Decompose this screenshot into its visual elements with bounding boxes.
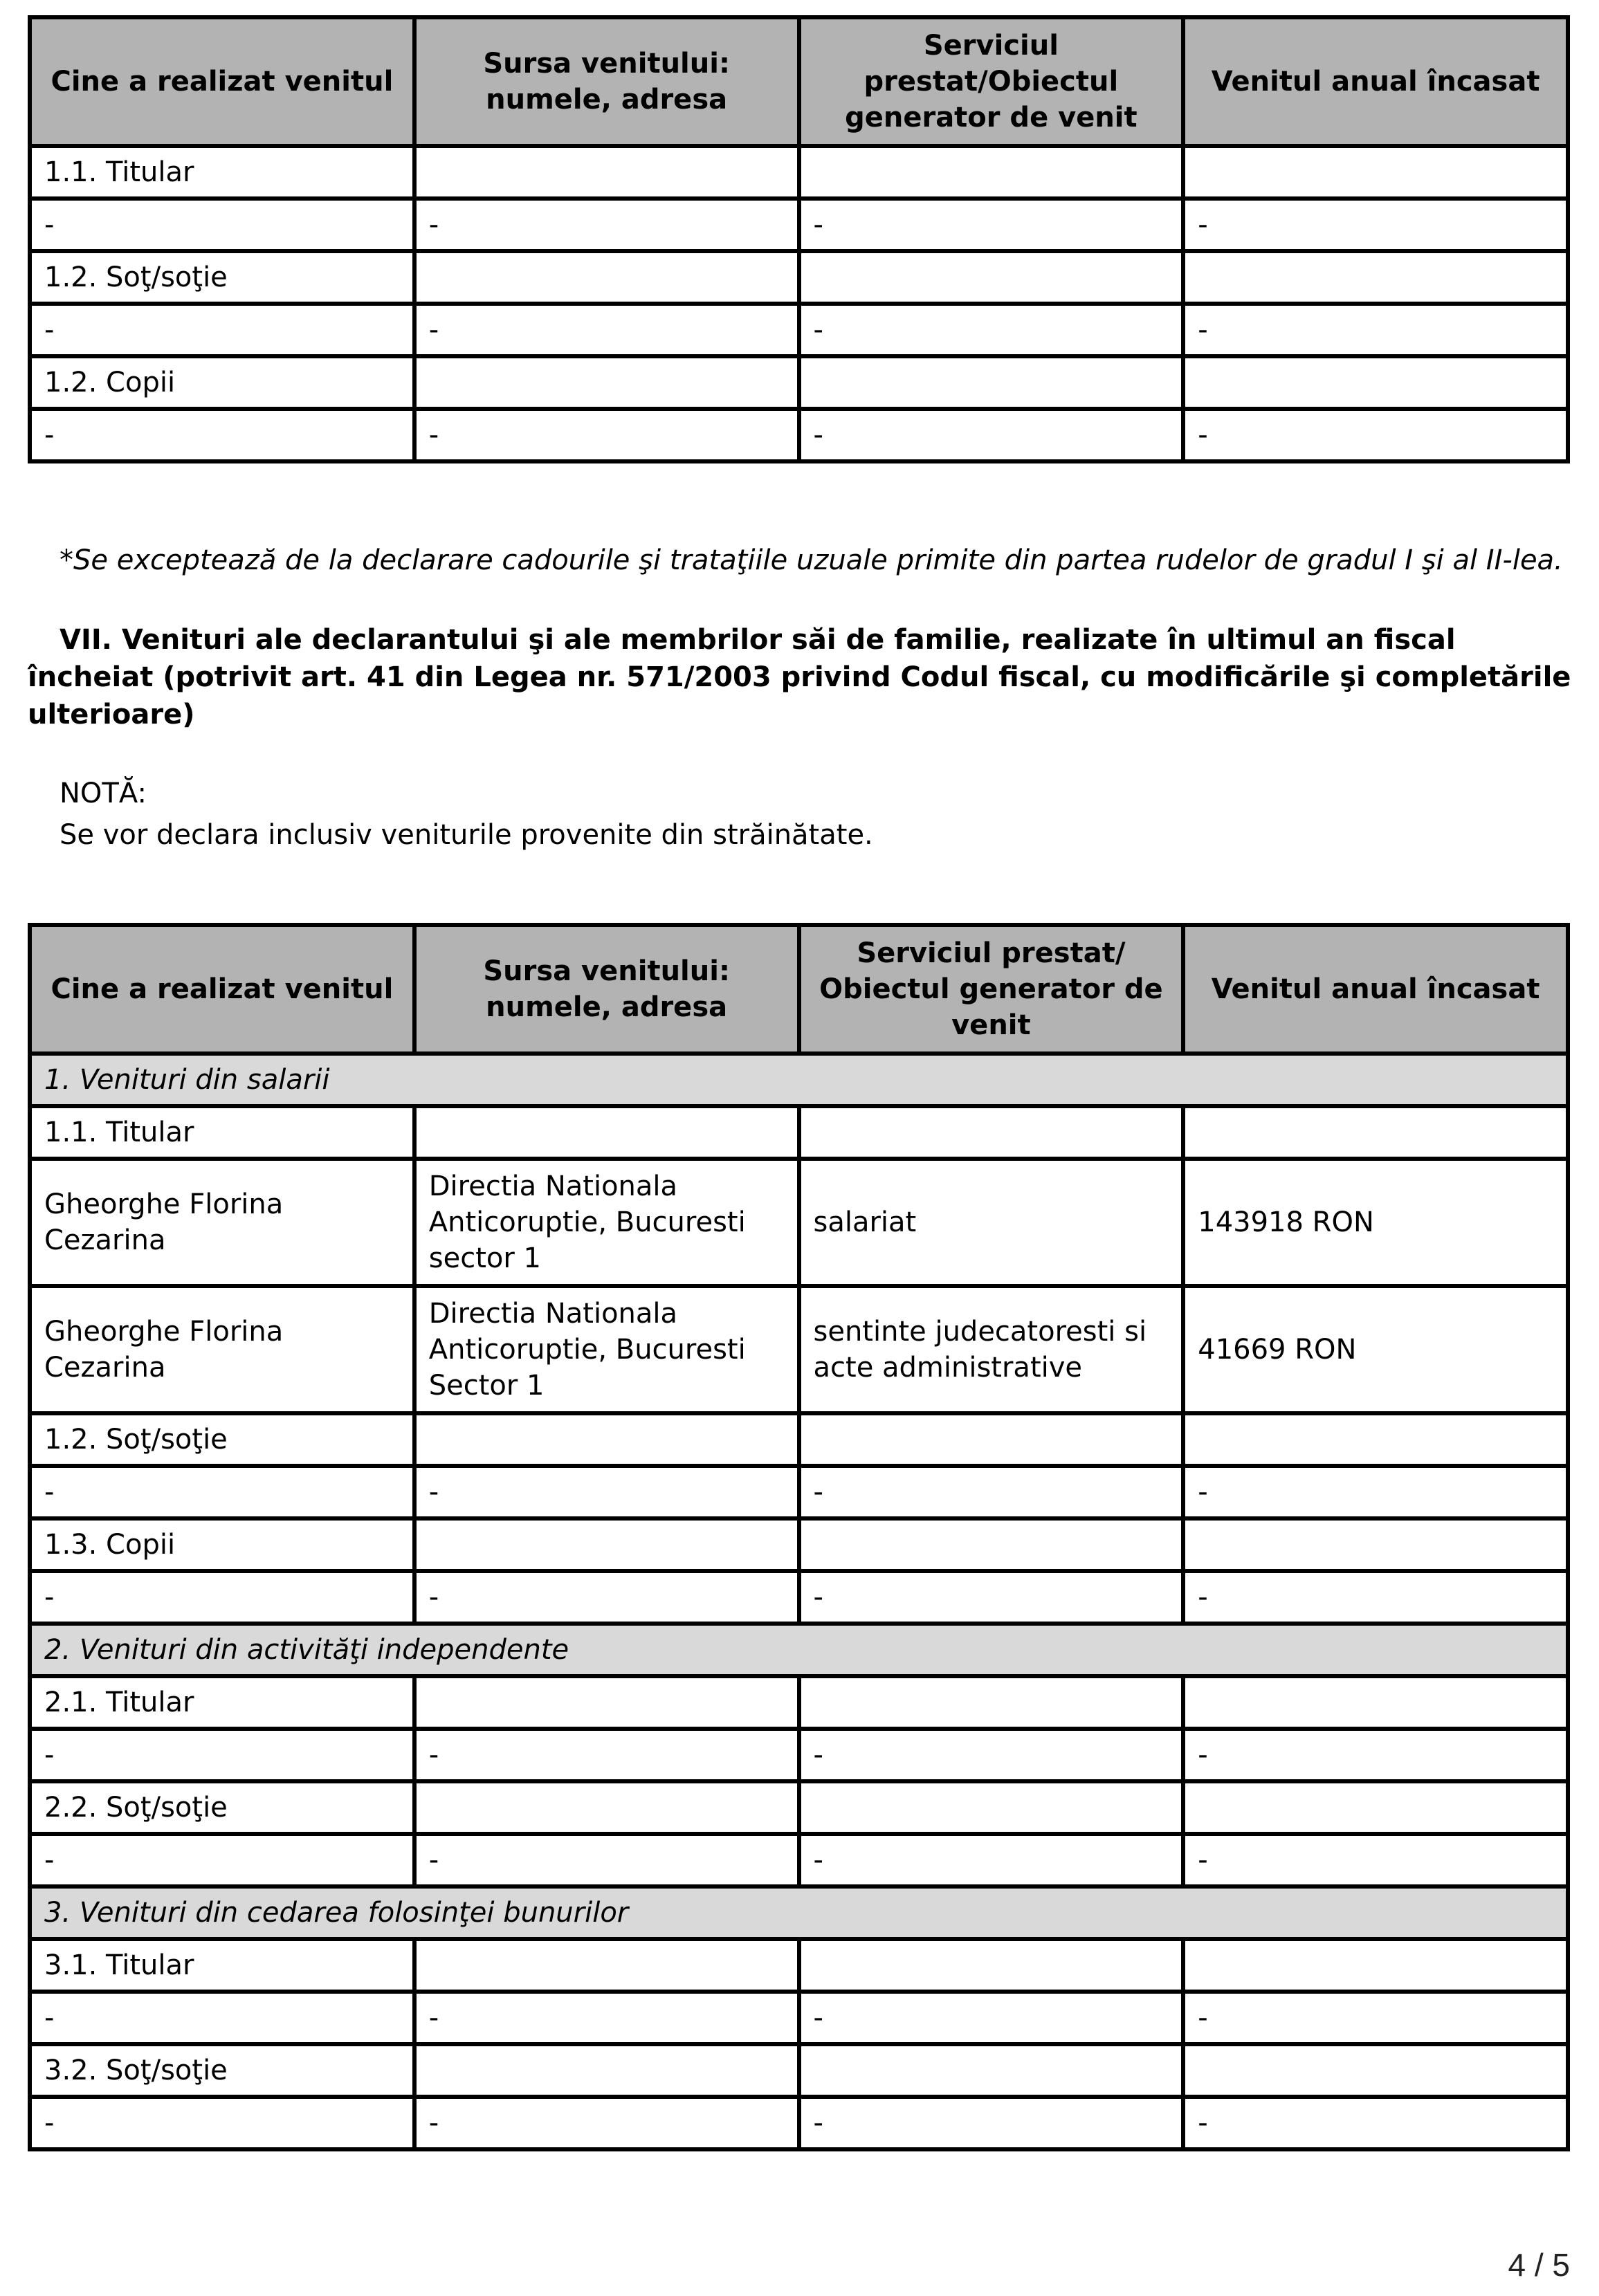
table-cell [1183, 251, 1568, 304]
table-cell: 1.3. Copii [30, 1518, 414, 1571]
table-row [30, 2097, 1568, 2149]
table-cell [1183, 1106, 1568, 1159]
table-row [30, 199, 1568, 251]
table-cell: 1.1. Titular [30, 1106, 414, 1159]
table-cell [799, 2044, 1184, 2097]
table-cell [414, 1939, 799, 1992]
table-cell [1183, 1939, 1568, 1992]
table-cell: 1.2. Soţ/soţie [30, 1413, 414, 1466]
table-cell: 2.2. Soţ/soţie [30, 1781, 414, 1834]
table-row [30, 1676, 1568, 1729]
table-cell [414, 1106, 799, 1159]
table-cell [414, 356, 799, 409]
table-cell [799, 1413, 1184, 1466]
note-label: NOTĂ: [60, 778, 147, 809]
gifts-income-table [28, 15, 1570, 463]
table-cell: - [799, 1466, 1184, 1518]
table-cell [1183, 356, 1568, 409]
table-cell: 143918 RON [1183, 1159, 1568, 1286]
table-cell: - [30, 1992, 414, 2044]
table-cell: - [414, 1992, 799, 2044]
table-row [30, 2044, 1568, 2097]
table-cell: Gheorghe Florina Cezarina [30, 1286, 414, 1413]
note-text: Se vor declara inclusiv veniturile provenite din străinătate. [60, 819, 873, 851]
table-cell: - [799, 2097, 1184, 2149]
table-cell [414, 2044, 799, 2097]
table-cell: 3.2. Soţ/soţie [30, 2044, 414, 2097]
table-row [30, 356, 1568, 409]
table-cell: - [414, 304, 799, 356]
table-cell [414, 1413, 799, 1466]
table-cell [414, 251, 799, 304]
table-cell: - [1183, 1992, 1568, 2044]
table-cell: - [414, 1571, 799, 1624]
table-row [30, 1834, 1568, 1886]
table-row [30, 1466, 1568, 1518]
table-cell: - [1183, 1729, 1568, 1781]
table-cell: - [30, 1466, 414, 1518]
table-cell [1183, 146, 1568, 199]
page-number: 4 / 5 [1508, 2247, 1570, 2283]
table-cell: - [799, 304, 1184, 356]
table-row [30, 146, 1568, 199]
table-row [30, 1571, 1568, 1624]
table-row [30, 1106, 1568, 1159]
table-row [30, 251, 1568, 304]
header-who: Cine a realizat venitul [30, 17, 414, 146]
table-row [30, 1159, 1568, 1286]
table-row [30, 1781, 1568, 1834]
table-cell: - [30, 304, 414, 356]
table-cell [799, 1518, 1184, 1571]
table-cell [1183, 2044, 1568, 2097]
section-title: 3. Venituri din cedarea folosinţei bunurilor [30, 1886, 1568, 1939]
table-row [30, 1518, 1568, 1571]
table-cell: 1.2. Copii [30, 356, 414, 409]
header-service: Serviciul prestat/Obiectul generator de venit [799, 17, 1184, 146]
table-row [30, 1992, 1568, 2044]
table-cell: Directia Nationala Anticoruptie, Bucuresti Sector 1 [414, 1286, 799, 1413]
gifts-footnote: *Se exceptează de la declarare cadourile şi trataţiile uzuale primite din partea rudelor de gradul I şi al II-lea. [60, 544, 1563, 576]
table-cell: - [1183, 199, 1568, 251]
section-heading: VII. Venituri ale declarantului şi ale membrilor săi de familie, realizate în ultimul an fiscal încheiat (potrivit art. 41 din Legea nr. 571/2003 privind Codul fiscal, cu modificările şi completările ulterioare) [28, 624, 1571, 731]
table-cell: Directia Nationala Anticoruptie, Bucuresti sector 1 [414, 1159, 799, 1286]
table-cell: - [414, 1466, 799, 1518]
table-cell: - [799, 199, 1184, 251]
section-row-salaries [30, 1054, 1568, 1106]
table-cell [414, 1676, 799, 1729]
table-cell [414, 146, 799, 199]
table-cell: - [30, 1571, 414, 1624]
table-cell: - [414, 1729, 799, 1781]
table-cell [1183, 1518, 1568, 1571]
table-row [30, 304, 1568, 356]
table-cell [799, 146, 1184, 199]
table-cell: Gheorghe Florina Cezarina [30, 1159, 414, 1286]
table-cell [799, 1939, 1184, 1992]
table-cell: - [1183, 1834, 1568, 1886]
table-cell: - [30, 1729, 414, 1781]
table-cell: - [30, 199, 414, 251]
table-cell: - [30, 409, 414, 461]
table-cell: - [414, 199, 799, 251]
table-cell: 2.1. Titular [30, 1676, 414, 1729]
section-title: 1. Venituri din salarii [30, 1054, 1568, 1106]
section-row-independent [30, 1624, 1568, 1676]
table-cell: - [414, 409, 799, 461]
table-cell: - [414, 1834, 799, 1886]
table-cell: 3.1. Titular [30, 1939, 414, 1992]
table-cell [799, 1676, 1184, 1729]
table-cell: - [1183, 304, 1568, 356]
table-cell [799, 356, 1184, 409]
table-cell: - [414, 2097, 799, 2149]
table-cell [414, 1518, 799, 1571]
table-cell: - [1183, 409, 1568, 461]
header-annual-income: Venitul anual încasat [1183, 17, 1568, 146]
table-header-row [30, 925, 1568, 1054]
header-service: Serviciul prestat/ Obiectul generator de venit [799, 925, 1184, 1054]
table-cell: - [799, 1992, 1184, 2044]
income-table [28, 923, 1570, 2151]
table-cell [414, 1781, 799, 1834]
header-annual-income: Venitul anual încasat [1183, 925, 1568, 1054]
table-row [30, 1729, 1568, 1781]
table-row [30, 1413, 1568, 1466]
header-source: Sursa venitului: numele, adresa [414, 925, 799, 1054]
table-cell [1183, 1413, 1568, 1466]
table-cell: - [1183, 1466, 1568, 1518]
table-cell [799, 1106, 1184, 1159]
table-cell: 41669 RON [1183, 1286, 1568, 1413]
section-title: 2. Venituri din activităţi independente [30, 1624, 1568, 1676]
table-cell: - [799, 1834, 1184, 1886]
table-cell: - [799, 1571, 1184, 1624]
table-cell: 1.1. Titular [30, 146, 414, 199]
section-row-property-use [30, 1886, 1568, 1939]
table-row [30, 1286, 1568, 1413]
table-cell: - [799, 1729, 1184, 1781]
table-row [30, 1939, 1568, 1992]
table-cell [799, 251, 1184, 304]
table-cell: - [1183, 2097, 1568, 2149]
table-header-row [30, 17, 1568, 146]
table-cell [1183, 1781, 1568, 1834]
table-cell: - [30, 2097, 414, 2149]
table-cell: - [799, 409, 1184, 461]
table-cell [1183, 1676, 1568, 1729]
table-cell: sentinte judecatoresti si acte administrative [799, 1286, 1184, 1413]
header-who: Cine a realizat venitul [30, 925, 414, 1054]
header-source: Sursa venitului: numele, adresa [414, 17, 799, 146]
table-cell: - [30, 1834, 414, 1886]
table-row [30, 409, 1568, 461]
table-cell: - [1183, 1571, 1568, 1624]
table-cell: 1.2. Soţ/soţie [30, 251, 414, 304]
table-cell: salariat [799, 1159, 1184, 1286]
table-cell [799, 1781, 1184, 1834]
